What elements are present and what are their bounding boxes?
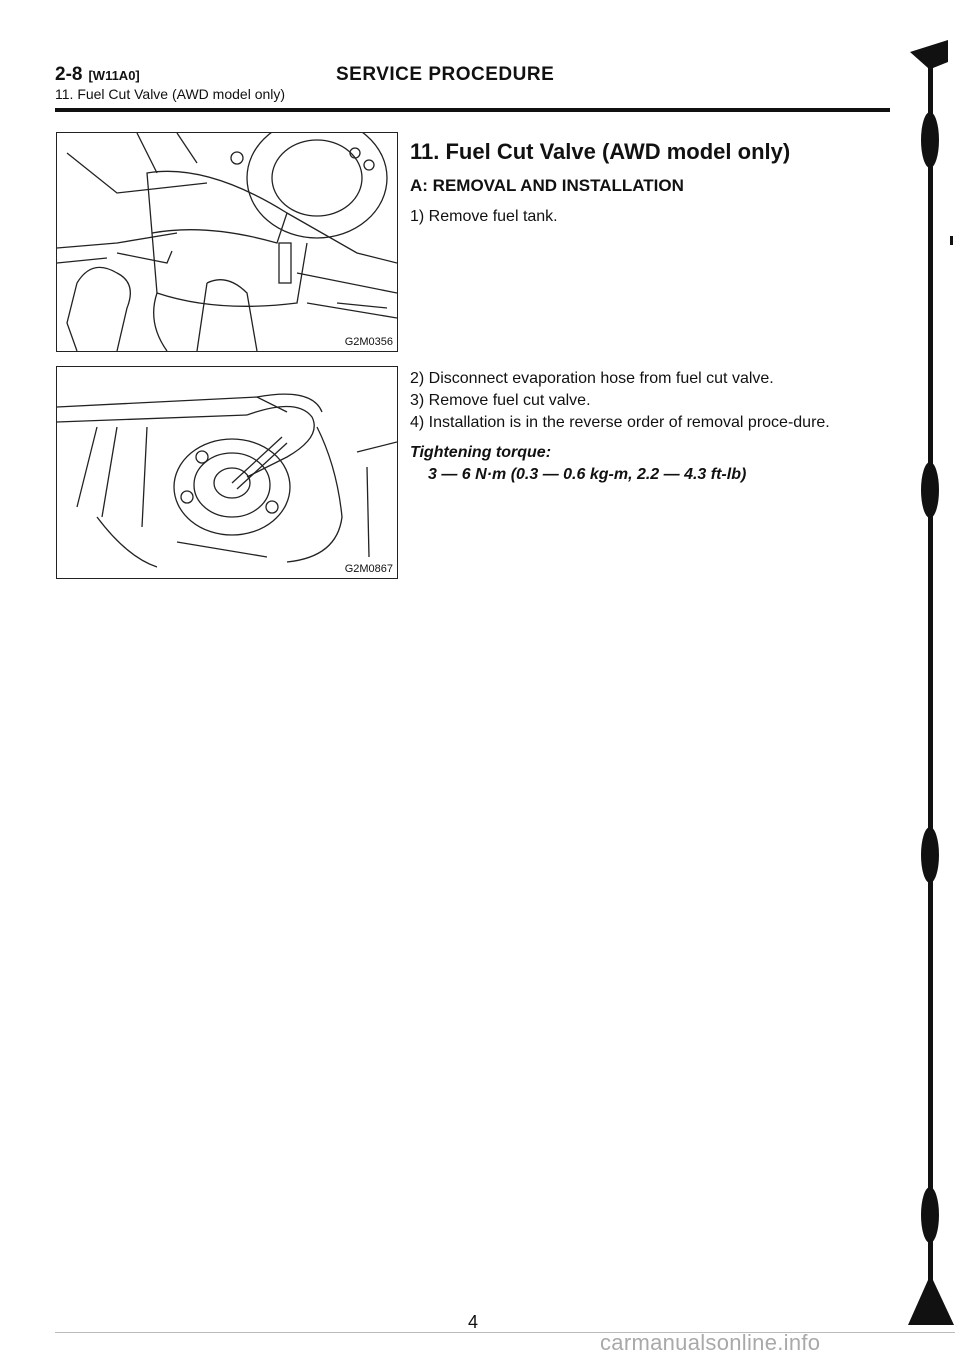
section-code: [W11A0] <box>88 68 140 83</box>
watermark: carmanualsonline.info <box>600 1330 821 1355</box>
header-subtitle: 11. Fuel Cut Valve (AWD model only) <box>55 86 286 102</box>
figure-fuel-tank <box>56 132 398 352</box>
fuel-cut-valve-illustration <box>57 367 397 578</box>
page-number-code: 2-8 <box>55 64 83 85</box>
figure-id: G2M0867 <box>344 563 393 575</box>
torque-label: Tightening torque: <box>410 444 552 461</box>
section-heading: 11. Fuel Cut Valve (AWD model only) <box>410 139 791 164</box>
step-4: 4) Installation is in the reverse order of removal proce-dure. <box>410 414 830 431</box>
torque-value: 3 — 6 N·m (0.3 — 0.6 kg-m, 2.2 — 4.3 ft-lb) <box>428 466 747 483</box>
step-2: 2) Disconnect evaporation hose from fuel cut valve. <box>410 370 774 387</box>
fuel-tank-illustration <box>57 133 397 351</box>
page-code <box>55 64 140 86</box>
step-3: 3) Remove fuel cut valve. <box>410 392 591 409</box>
header-rule <box>55 108 890 112</box>
step-1: 1) Remove fuel tank. <box>410 208 558 225</box>
figure-id: G2M0356 <box>344 336 393 348</box>
page-number: 4 <box>468 1312 479 1332</box>
header-title: SERVICE PROCEDURE <box>336 64 555 85</box>
subsection-heading: A: REMOVAL AND INSTALLATION <box>410 176 684 195</box>
binder-edge <box>908 40 954 1330</box>
figure-fuel-cut-valve <box>56 366 398 579</box>
